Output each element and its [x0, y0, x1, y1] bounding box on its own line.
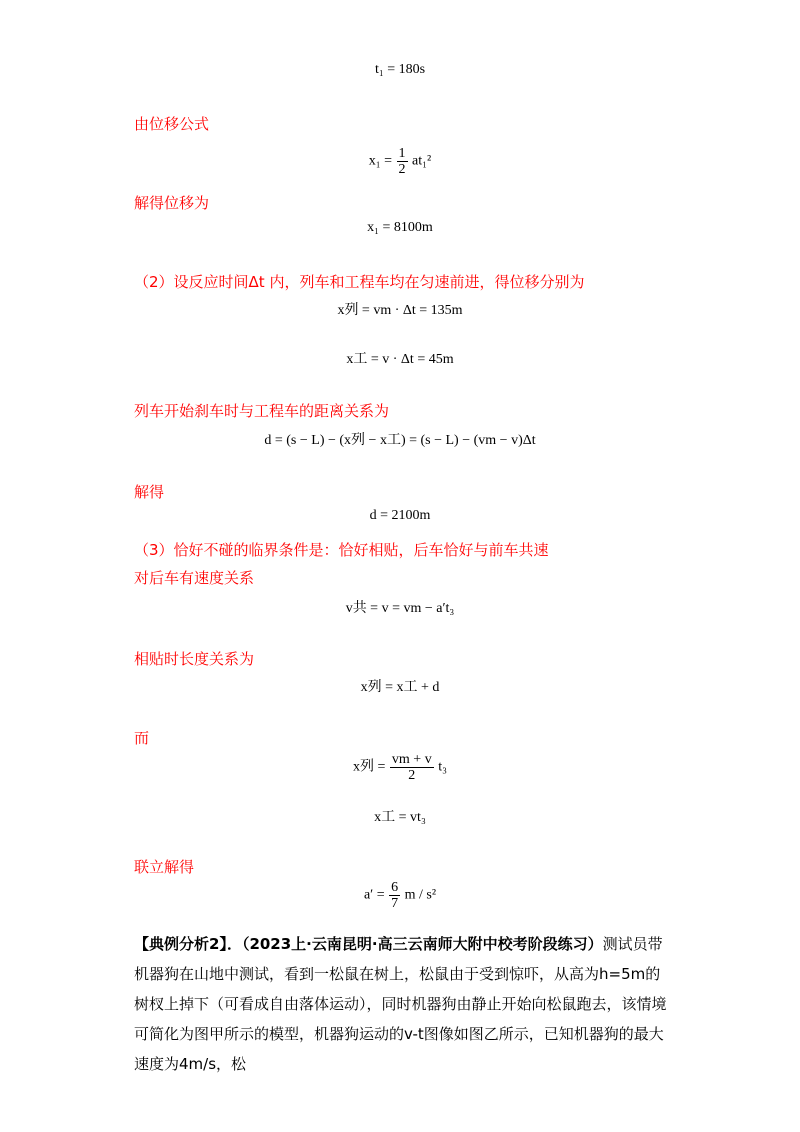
equation-v-relation: v共 = v = vm − a′t₃	[345, 601, 455, 616]
text-velocity-relation: 对后车有速度关系	[134, 569, 255, 587]
text-part2-intro: （2）设反应时间Δt 内，列车和工程车均在匀速前进，得位移分别为	[134, 273, 585, 291]
text-combine-solve: 联立解得	[134, 858, 195, 876]
fraction-six-sevenths	[389, 880, 400, 911]
equation-x1	[0, 146, 800, 177]
equation-a-lhs: a′ =	[363, 887, 385, 903]
equation-x-lie-lhs: x列 =	[353, 759, 386, 775]
equation-x-gong: x工 = v · Δt = 45m	[346, 352, 454, 367]
equation-x-lie-rhs: t₃	[438, 759, 447, 775]
text-length-relation: 相贴时长度关系为	[134, 650, 255, 668]
fraction-average-velocity	[390, 752, 434, 783]
fraction-numerator: vm + v	[391, 752, 432, 767]
fraction-numerator: 1	[398, 146, 406, 161]
fraction-denominator: 2	[408, 768, 416, 783]
equation-length-relation: x列 = x工 + d	[360, 680, 440, 695]
equation-a-rhs: m / s²	[404, 887, 437, 903]
equation-d-value: d = 2100m	[369, 508, 431, 523]
equation-a-prime	[0, 880, 800, 911]
equation-x-lie: x列 = vm · Δt = 135m	[337, 303, 463, 318]
text-distance-relation: 列车开始刹车时与工程车的距离关系为	[134, 402, 390, 420]
equation-x1-lhs: x₁ =	[368, 153, 393, 169]
fraction-denominator: 2	[398, 162, 406, 177]
fraction-numerator: 6	[391, 880, 399, 895]
text-solve: 解得	[134, 483, 165, 501]
problem-paragraph	[134, 929, 674, 1079]
equation-x1-value: x₁ = 8100m	[367, 220, 433, 235]
equation-x-lie-avg	[0, 752, 800, 783]
equation-d-relation: d = (s − L) − (x列 − x工) = (s − L) − (vm − v)Δt	[264, 433, 536, 448]
equation-t1: t₁ = 180s	[374, 62, 426, 77]
fraction-half	[397, 146, 408, 177]
text-and: 而	[134, 729, 150, 747]
fraction-denominator: 7	[391, 896, 399, 911]
problem-heading: 【典例分析2】．（2023上·云南昆明·高三云南师大附中校考阶段练习）	[134, 935, 603, 953]
equation-x1-rhs: at₁²	[412, 153, 432, 169]
problem-text: 测试员带机器狗在山地中测试，看到一松鼠在树上，松鼠由于受到惊吓，从高为h=5m的树杈上掉下（可看成自由落体运动），同时机器狗由静止开始向松鼠跑去，该情境可简化为图甲所示的模型，机器狗运动的v-t图像如图乙所示，已知机器狗的最大速度为4m/s，松	[134, 935, 667, 1073]
text-displacement-formula: 由位移公式	[134, 115, 210, 133]
text-part3-intro: （3）恰好不碰的临界条件是：恰好相贴，后车恰好与前车共速	[134, 541, 549, 559]
equation-x-gong-vt3: x工 = vt₃	[374, 810, 426, 825]
text-solve-displacement: 解得位移为	[134, 194, 210, 212]
